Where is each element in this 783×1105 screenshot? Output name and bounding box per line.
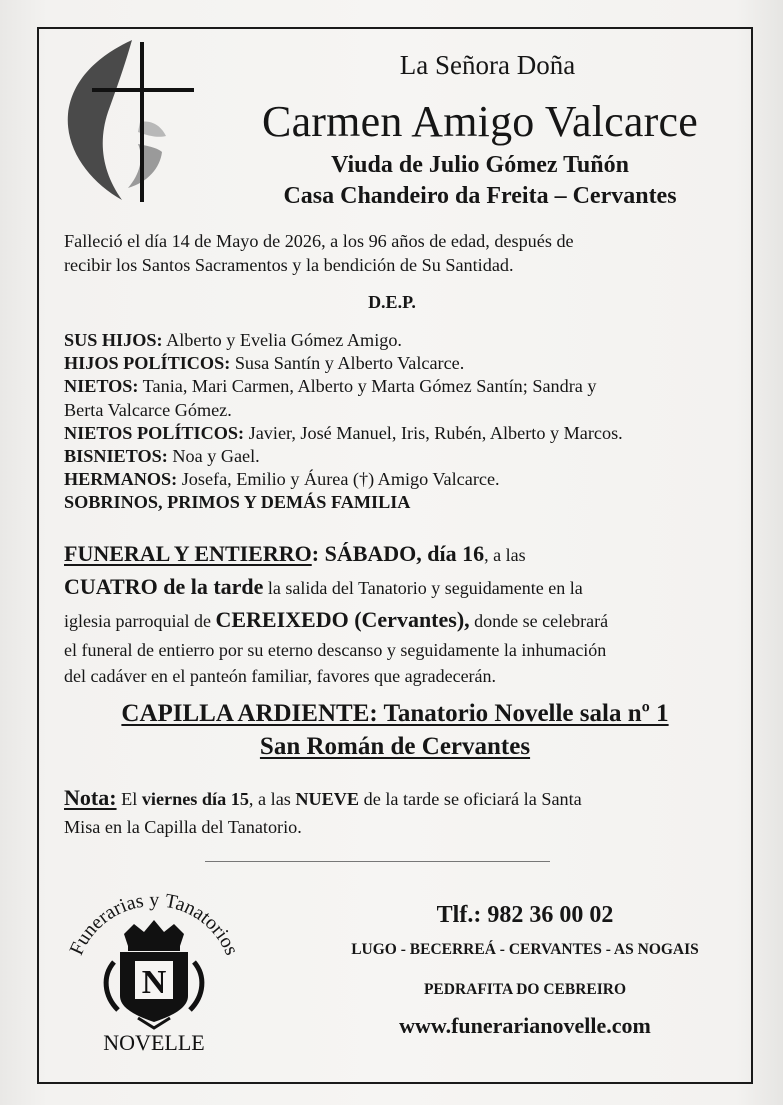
family-children-label: SUS HIJOS: <box>64 330 163 350</box>
funeral-line-3-pre: iglesia parroquial de <box>64 611 216 631</box>
funeral-colon: : <box>311 541 320 566</box>
family-grandchildren-label: NIETOS: <box>64 376 139 397</box>
funeral-line-2-rest: la salida del Tanatorio y seguidamente en la <box>263 578 583 598</box>
family-grandchildren <box>64 375 724 398</box>
funeral-line-4: el funeral de entierro por su eterno descanso y seguidamente la inhumación <box>64 640 607 660</box>
death-notice <box>64 229 724 277</box>
salutation: La Señora Doña <box>399 50 576 80</box>
family-children-names: Alberto y Evelia Gómez Amigo. <box>162 330 402 350</box>
family-siblings-names: Josefa, Emilio y Áurea (†) Amigo Valcarce. <box>177 469 500 490</box>
funeral-line-3 <box>64 604 724 637</box>
divider <box>205 861 550 862</box>
family-grandchildren-cont: Berta Valcarce Gómez. <box>64 399 232 420</box>
funeral-line-2 <box>64 571 724 604</box>
logo-brand: NOVELLE <box>103 1030 205 1055</box>
family-grand-inlaws <box>64 422 724 445</box>
dep-abbreviation: D.E.P. <box>368 292 416 312</box>
family-great-grandchildren-names: Noa y Gael. <box>167 446 260 467</box>
family-siblings <box>64 468 724 491</box>
note-day: viernes día 15 <box>141 789 249 809</box>
note-post: de la tarde se oficiará la Santa <box>359 789 582 809</box>
phone-number: Tlf.: 982 36 00 02 <box>436 902 614 928</box>
funeral-line-3-post: donde se celebrará <box>469 611 609 631</box>
family-children <box>64 329 724 352</box>
note-pre: El <box>116 789 142 809</box>
family-inlaws <box>64 352 724 375</box>
note-label: Nota: <box>64 785 117 810</box>
family-inlaws-label: HIJOS POLÍTICOS: <box>64 353 231 374</box>
funeral-day: SÁBADO, día 16 <box>319 541 485 566</box>
family-grand-inlaws-names: Javier, José Manuel, Iris, Rubén, Alberto y Marcos. <box>244 422 623 443</box>
funeral-day-suffix: , a las <box>484 545 526 565</box>
logo-arc-text: Funerarias y Tanatorios <box>65 892 243 959</box>
funeral-time: CUATRO de la tarde <box>64 574 264 599</box>
chapel-line-2: San Román de Cervantes <box>259 733 531 760</box>
funeral-church: CEREIXEDO (Cervantes), <box>215 607 470 632</box>
note-time: NUEVE <box>295 789 360 809</box>
funeral-label: FUNERAL Y ENTIERRO <box>64 541 312 566</box>
note-line-1 <box>64 784 724 813</box>
family-grand-inlaws-label: NIETOS POLÍTICOS: <box>64 422 245 443</box>
family-list <box>64 329 724 515</box>
cities-line-2: PEDRAFITA DO CEBREIRO <box>423 981 627 998</box>
cities-line: LUGO - BECERREÁ - CERVANTES - AS NOGAIS <box>351 941 699 958</box>
family-great-grandchildren-label: BISNIETOS: <box>64 446 168 467</box>
note-section <box>64 784 724 841</box>
family-siblings-label: HERMANOS: <box>64 469 178 490</box>
family-others: SOBRINOS, PRIMOS Y DEMÁS FAMILIA <box>64 492 411 513</box>
house-line: Casa Chandeiro da Freita – Cervantes <box>283 183 677 209</box>
widow-line: Viuda de Julio Gómez Tuñón <box>331 152 629 178</box>
funeral-section <box>64 538 724 689</box>
note-line-2: Misa en la Capilla del Tanatorio. <box>64 817 302 837</box>
cross-icon <box>62 32 202 212</box>
death-notice-line-1: Falleció el día 14 de Mayo de 2026, a los 96 años de edad, después de <box>64 231 574 251</box>
funeral-line-1 <box>64 538 724 571</box>
deceased-name: Carmen Amigo Valcarce <box>262 97 698 146</box>
note-mid: , a las <box>248 789 296 809</box>
family-great-grandchildren <box>64 445 724 468</box>
logo-letter: N <box>141 964 167 1001</box>
novelle-logo-icon <box>62 892 247 1057</box>
website: www.funerarianovelle.com <box>399 1013 651 1038</box>
family-inlaws-names: Susa Santín y Alberto Valcarce. <box>230 353 465 374</box>
family-grandchildren-names: Tania, Mari Carmen, Alberto y Marta Gómez Santín; Sandra y <box>138 376 597 397</box>
chapel-line-1: CAPILLA ARDIENTE: Tanatorio Novelle sala nº 1 <box>121 700 669 727</box>
funeral-line-5: del cadáver en el panteón familiar, favores que agradecerán. <box>64 666 497 686</box>
death-notice-line-2: recibir los Santos Sacramentos y la bendición de Su Santidad. <box>64 255 514 275</box>
